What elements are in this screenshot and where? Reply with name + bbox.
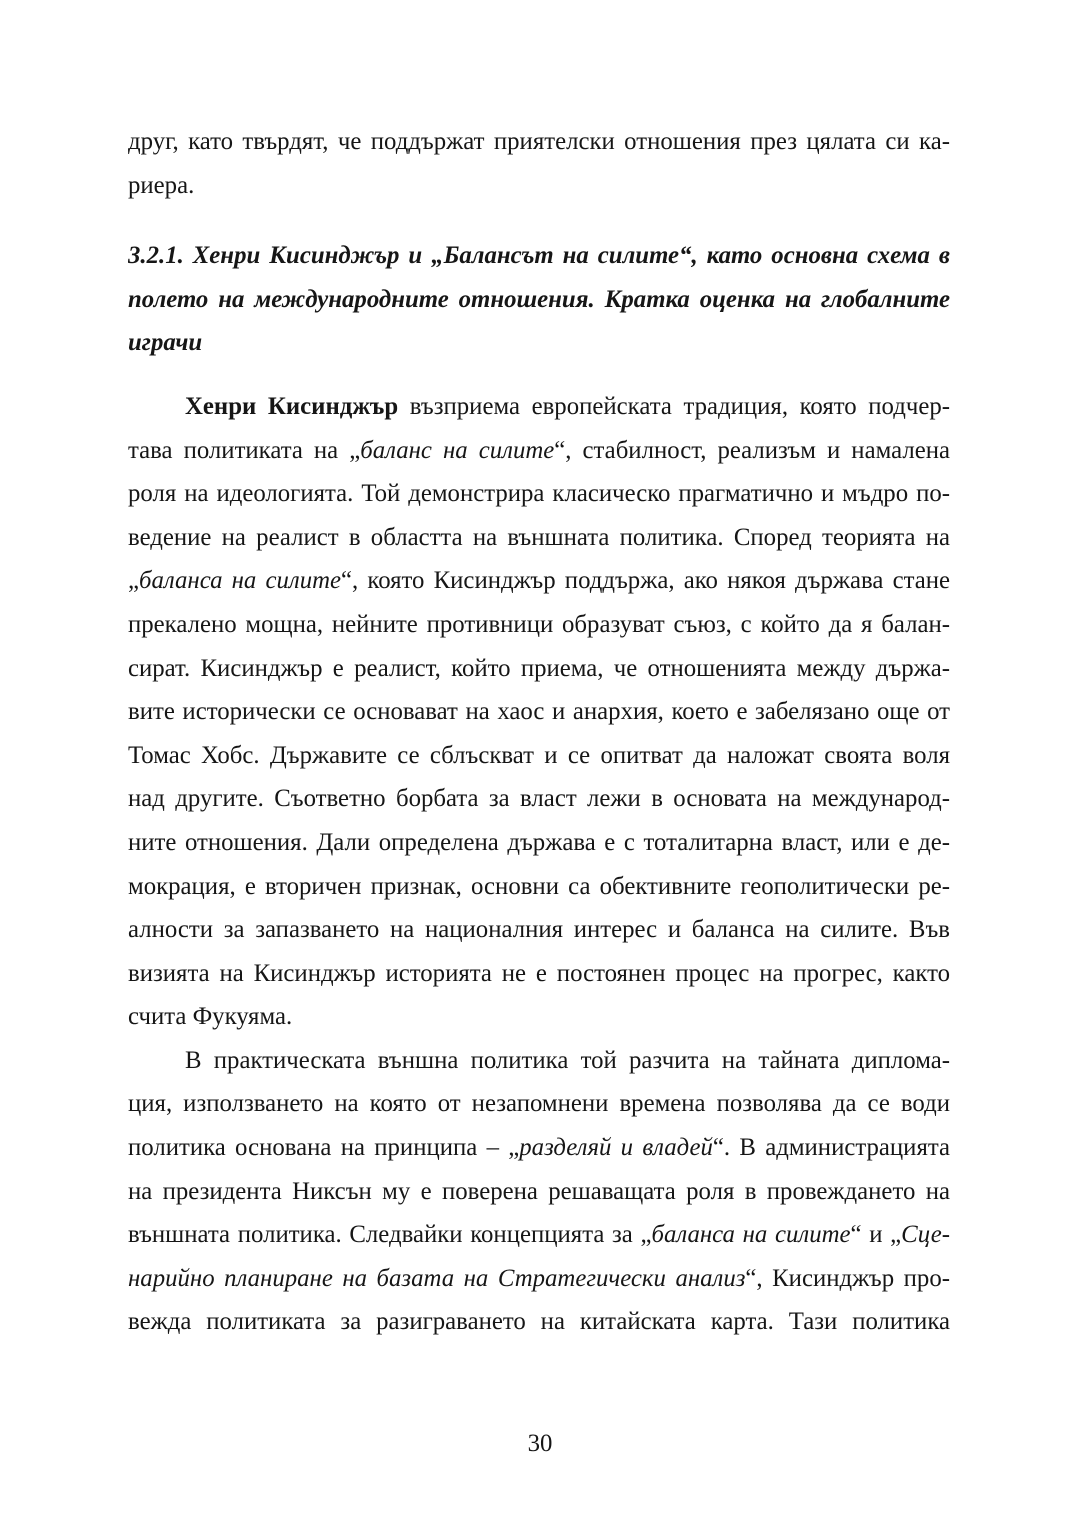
text-run: тава политиката на „	[128, 436, 361, 464]
text-run: ция, използването на която от незапомнени времена позволява да се води	[128, 1090, 950, 1118]
text-run: Томас Хобс. Държавите се сблъскват и се опитват да наложат своята воля	[128, 741, 950, 769]
italic-run: баланса на силите	[139, 567, 342, 595]
heading-run: 3.2.1. Хенри Кисинджър и „Балансът на силите“, като основна схема в	[128, 242, 950, 270]
text-run: сират. Кисинджър е реалист, който приема, че отношенията между държа-	[128, 654, 950, 682]
text-line	[128, 1126, 950, 1170]
text-run: “. В администрацията	[712, 1134, 950, 1162]
heading-line	[128, 278, 950, 322]
paragraph-practical-policy	[128, 1039, 950, 1344]
text-run: риера.	[128, 171, 195, 199]
text-line	[128, 690, 950, 734]
text-line	[128, 647, 950, 691]
text-line	[128, 777, 950, 821]
text-run: “ и „	[850, 1221, 902, 1249]
text-line	[128, 865, 950, 909]
text-run: алности за запазването на националния интерес и баланса на силите. Във	[128, 916, 950, 944]
text-line	[128, 1170, 950, 1214]
text-run: над другите. Съответно борбата за власт лежи в основата на международ-	[128, 785, 950, 813]
text-line	[128, 995, 950, 1039]
text-line	[128, 603, 950, 647]
text-line	[128, 734, 950, 778]
text-run: В практическата външна политика той разчита на тайната диплома-	[185, 1046, 950, 1074]
text-line	[128, 164, 950, 208]
text-run: възприема европейската традиция, която подчер-	[398, 392, 950, 420]
text-run: вежда политиката за разиграването на китайската карта. Тази политика	[128, 1308, 950, 1336]
text-block	[128, 120, 950, 1344]
text-line	[128, 516, 950, 560]
text-line	[128, 429, 950, 473]
paragraph-kissinger-overview	[128, 385, 950, 1039]
italic-run: нарийно планиране на базата на Стратегически анализ	[128, 1264, 746, 1292]
text-run: „	[128, 567, 140, 595]
heading-line	[128, 234, 950, 278]
text-run: визията на Кисинджър историята не е постоянен процес на прогрес, както	[128, 959, 950, 987]
text-line	[128, 120, 950, 164]
paragraph-continuation	[128, 120, 950, 207]
text-run: счита Фукуяма.	[128, 1003, 293, 1031]
italic-run: баланс на силите	[360, 436, 555, 464]
text-run: “, Кисинджър про-	[745, 1264, 950, 1292]
text-run: ведение на реалист в областта на външната политика. Според теорията на	[128, 523, 950, 551]
text-run: друг, като твърдят, че поддържат приятелски отношения през цялата си ка-	[128, 128, 950, 155]
text-line	[128, 472, 950, 516]
text-line	[128, 1257, 950, 1301]
heading-run: полето на международните отношения. Кратка оценка на глобалните	[128, 285, 950, 313]
text-run: вите исторически се основават на хаос и анархия, което е забелязано още от	[128, 698, 950, 726]
section-heading	[128, 234, 950, 365]
text-run: ните отношения. Дали определена държава е с тоталитарна власт, или е де-	[128, 828, 950, 856]
page-number: 30	[527, 1430, 553, 1457]
text-line	[128, 1213, 950, 1257]
italic-run: разделяй и владей	[519, 1134, 713, 1162]
text-line	[128, 1039, 950, 1083]
text-run: прекалено мощна, нейните противници образуват съюз, с който да я балан-	[128, 610, 950, 638]
text-line	[128, 908, 950, 952]
heading-run: играчи	[128, 329, 203, 357]
text-line	[128, 559, 950, 603]
text-run: политика основана на принципа – „	[128, 1134, 520, 1162]
heading-line	[128, 321, 950, 365]
italic-run: Сце-	[901, 1221, 950, 1249]
italic-run: баланса на силите	[651, 1221, 851, 1249]
text-run: “, която Кисинджър поддържа, ако някоя държава стане	[341, 567, 950, 595]
text-line	[128, 821, 950, 865]
text-line	[128, 385, 950, 429]
text-line	[128, 952, 950, 996]
bold-run: Хенри Кисинджър	[185, 392, 399, 420]
text-run: мокрация, е вторичен признак, основни са обективните геополитически ре-	[128, 872, 950, 900]
text-line	[128, 1300, 950, 1344]
text-run: “, стабилност, реализъм и намалена	[554, 436, 950, 464]
text-run: на президента Никсън му е поверена решаващата роля в провеждането на	[128, 1177, 950, 1205]
text-run: роля на идеологията. Той демонстрира класическо прагматично и мъдро по-	[128, 480, 950, 508]
text-line	[128, 1082, 950, 1126]
text-run: външната политика. Следвайки концепцията за „	[128, 1221, 652, 1249]
